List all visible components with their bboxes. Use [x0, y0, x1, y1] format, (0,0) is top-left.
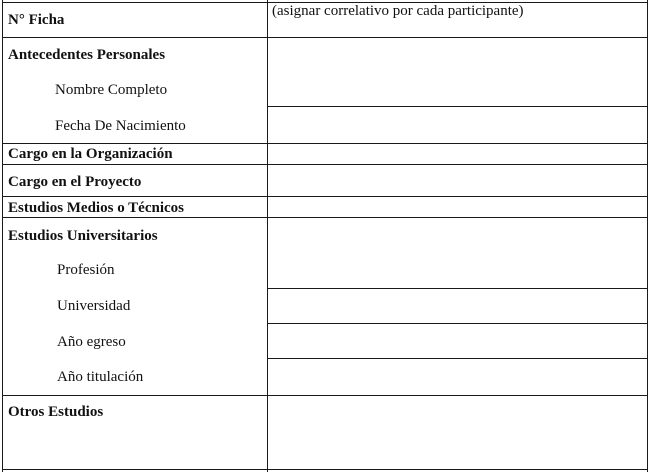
nombre-completo-field[interactable] [269, 39, 646, 105]
bottom-border [2, 469, 648, 470]
cargo-organizacion-field[interactable] [269, 145, 646, 163]
nombre-completo-label: Nombre Completo [55, 82, 168, 98]
anio-egreso-field[interactable] [269, 325, 646, 357]
cargo-proyecto-field[interactable] [269, 166, 646, 195]
universidad-label: Universidad [57, 298, 131, 314]
anio-titulacion-label: Año titulación [57, 369, 144, 385]
fecha-nacimiento-field[interactable] [269, 108, 646, 142]
profesion-label: Profesión [57, 262, 115, 278]
personal-section-label: Antecedentes Personales [8, 47, 166, 63]
right-border [647, 0, 648, 472]
ficha-value-field[interactable] [269, 22, 646, 36]
left-border [2, 0, 3, 472]
universitarios-section-label: Estudios Universitarios [8, 228, 158, 244]
profesion-field[interactable] [269, 219, 646, 287]
fecha-nacimiento-label: Fecha De Nacimiento [55, 118, 186, 134]
otros-estudios-label: Otros Estudios [8, 404, 104, 420]
otros-estudios-field[interactable] [269, 397, 646, 468]
anio-titulacion-field[interactable] [269, 360, 646, 394]
ficha-instruction: (asignar correlativo por cada participante) [272, 3, 524, 19]
cargo-organizacion-label: Cargo en la Organización [8, 146, 173, 162]
universidad-field[interactable] [269, 290, 646, 322]
cargo-proyecto-label: Cargo en el Proyecto [8, 174, 142, 190]
estudios-medios-label: Estudios Medios o Técnicos [8, 200, 184, 216]
anio-egreso-label: Año egreso [57, 334, 126, 350]
estudios-medios-field[interactable] [269, 198, 646, 216]
ficha-label: N° Ficha [8, 12, 65, 28]
